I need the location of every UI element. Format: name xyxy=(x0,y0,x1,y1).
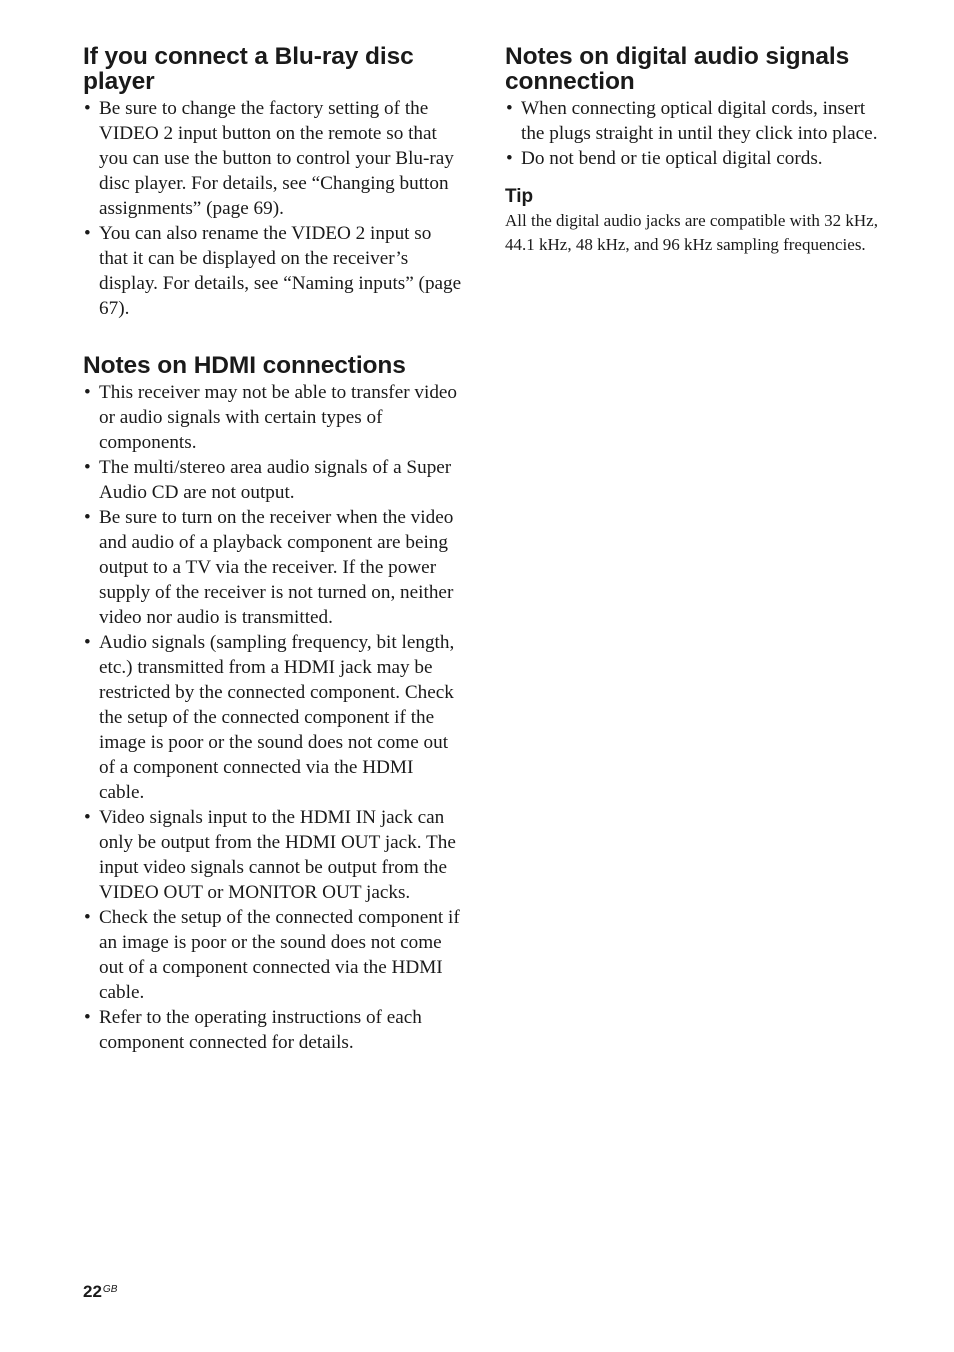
page-number-value: 22 xyxy=(83,1282,102,1301)
list-item: • This receiver may not be able to transfer video or audio signals with certain types of components. xyxy=(83,380,463,455)
heading-blu-ray: If you connect a Blu-ray disc player xyxy=(83,43,414,95)
heading-digital-audio: Notes on digital audio signals connection xyxy=(505,43,850,95)
list-item: • Refer to the operating instructions of each component connected for details. xyxy=(83,1005,463,1055)
list-item: • Check the setup of the connected component if an image is poor or the sound does not come out of a component connected via the HDMI cable. xyxy=(83,905,463,1005)
list-item: • Audio signals (sampling frequency, bit length, etc.) transmitted from a HDMI jack may be restricted by the connected component. Check the setup of the connected component if the image is poor or the sound does not come out of a component connected via the HDMI cable. xyxy=(83,630,463,805)
hdmi-notes-list xyxy=(83,380,463,1055)
list-item: • You can also rename the VIDEO 2 input so that it can be displayed on the receiver’s display. For details, see “Naming inputs” (page 67). xyxy=(83,221,463,321)
right-column xyxy=(505,44,890,256)
list-item: • Video signals input to the HDMI IN jack can only be output from the HDMI OUT jack. The input video signals cannot be output from the VIDEO OUT or MONITOR OUT jacks. xyxy=(83,805,463,905)
digital-audio-notes-list xyxy=(505,96,890,171)
list-item: • Be sure to change the factory setting of the VIDEO 2 input button on the remote so that you can use the button to control your Blu-ray disc player. For details, see “Changing button assignments” (page 69). xyxy=(83,96,463,221)
blu-ray-notes-list xyxy=(83,96,463,321)
heading-hdmi: Notes on HDMI connections xyxy=(83,352,406,379)
page-number xyxy=(83,1282,117,1302)
list-item: • The multi/stereo area audio signals of a Super Audio CD are not output. xyxy=(83,455,463,505)
tip-text: All the digital audio jacks are compatible with 32 kHz, 44.1 kHz, 48 kHz, and 96 kHz sampling frequencies. xyxy=(505,211,878,254)
list-item: • Be sure to turn on the receiver when the video and audio of a playback component are being output to a TV via the receiver. If the power supply of the receiver is not turned on, neither video nor audio is transmitted. xyxy=(83,505,463,630)
list-item: • When connecting optical digital cords, insert the plugs straight in until they click into place. xyxy=(505,96,890,146)
tip-heading: Tip xyxy=(505,186,534,207)
page-number-suffix: GB xyxy=(102,1284,118,1295)
left-column xyxy=(83,44,463,1055)
list-item: • Do not bend or tie optical digital cords. xyxy=(505,146,890,171)
